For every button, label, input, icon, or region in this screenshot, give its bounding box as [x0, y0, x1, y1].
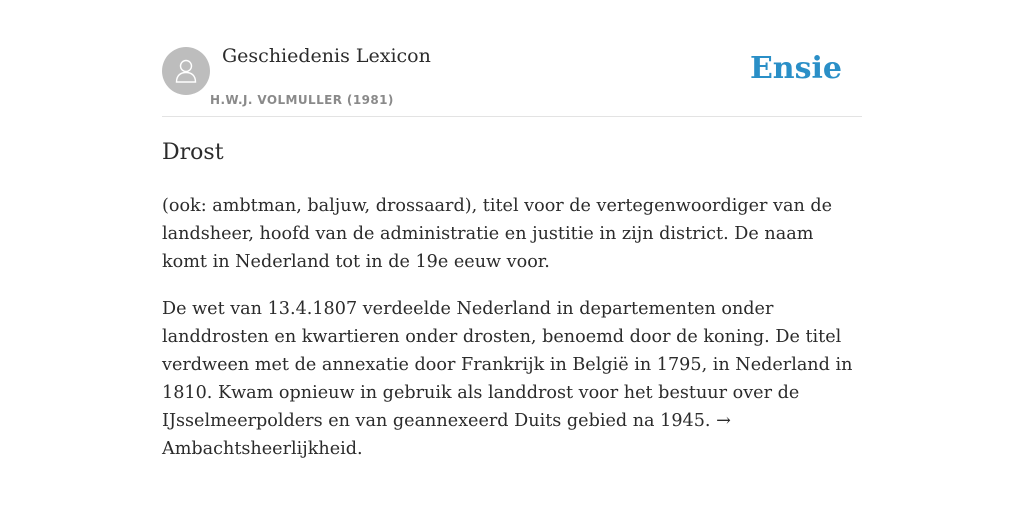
- lexicon-header: [162, 0, 862, 117]
- entry-body: [162, 192, 862, 482]
- brand-logo[interactable]: Ensie: [749, 51, 842, 86]
- reference-link[interactable]: → Ambachtsheerlijkheid.: [162, 411, 731, 459]
- avatar[interactable]: [162, 47, 210, 95]
- paragraph-text: De wet van 13.4.1807 verdeelde Nederland in departementen onder landdrosten en kwartieren onder drosten, benoemd door de koning. De titel verdween met de annexatie door Frankrijk in België in 1795, in Nederland in 1810. Kwam opnieuw in gebruik als landdrost voor het bestuur over de IJsselmeerpolders en van geannexeerd Duits gebied na 1945.: [162, 299, 853, 431]
- user-icon: [171, 56, 201, 86]
- author-line[interactable]: H.W.J. VOLMULLER (1981): [210, 93, 394, 107]
- paragraph: [162, 295, 862, 463]
- lexicon-title[interactable]: Geschiedenis Lexicon: [222, 45, 431, 67]
- paragraph: (ook: ambtman, baljuw, drossaard), titel voor de vertegenwoordiger van de landsheer, hoofd van de administratie en justitie in zijn district. De naam komt in Nederland tot in de 19e eeuw voor.: [162, 196, 833, 272]
- entry-card: [162, 0, 862, 512]
- page-title: Drost: [162, 140, 224, 165]
